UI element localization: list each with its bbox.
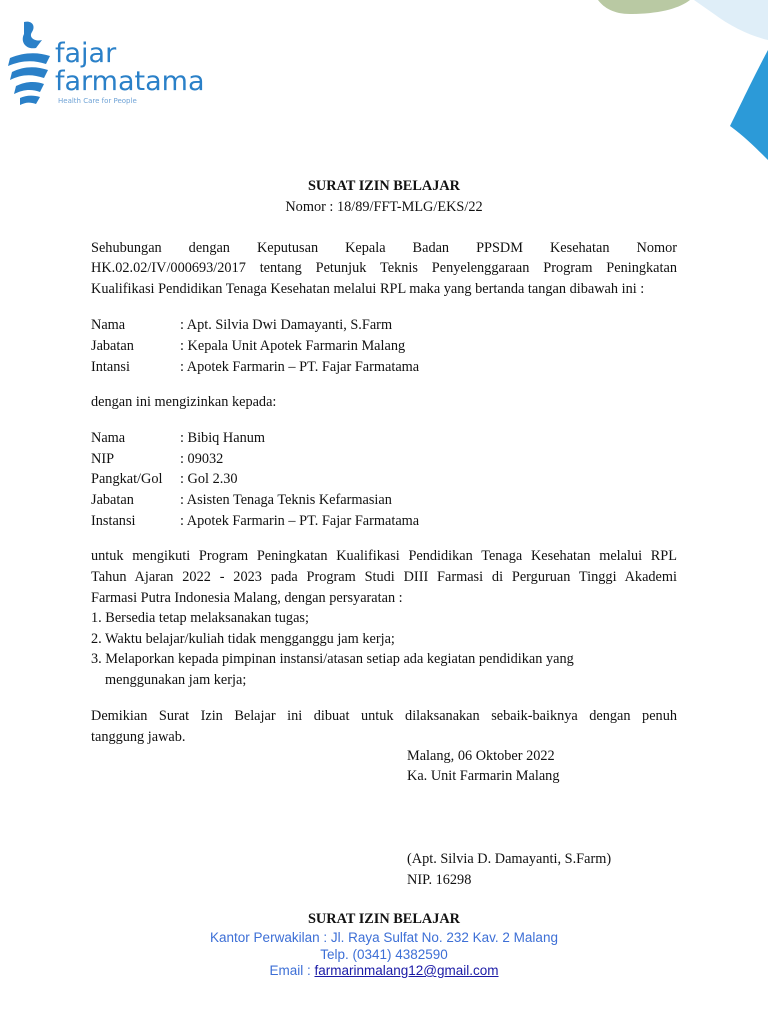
corner-ribbon-decoration (590, 0, 768, 160)
signer-name: (Apt. Silvia D. Damayanti, S.Farm) (407, 851, 612, 867)
logo-line-1: fajar (55, 38, 117, 69)
footer-phone: Telp. (0341) 4382590 (320, 947, 448, 962)
requirement-3-continued: menggunakan jam kerja; (105, 672, 247, 688)
grantee-nip-row: NIP : 09032 (91, 451, 224, 467)
signer-nip: NIP. 16298 (407, 872, 472, 888)
letter-title: SURAT IZIN BELAJAR (307, 178, 460, 194)
footer-address: Kantor Perwakilan : Jl. Raya Sulfat No. 232 Kav. 2 Malang (210, 930, 558, 945)
footer-email-label: Email : (269, 963, 315, 978)
requirement-1: 1. Bersedia tetap melaksanakan tugas; (91, 610, 309, 626)
signer-name-row: Nama : Apt. Silvia Dwi Damayanti, S.Farm (91, 317, 393, 333)
purpose-line-3: Farmasi Putra Indonesia Malang, dengan persyaratan : (91, 590, 403, 606)
intro-line-2: HK.02.02/IV/000693/2017 tentang Petunjuk Teknis Penyelenggaraan Program Peningkatan (91, 260, 677, 276)
requirement-3: 3. Melaporkan kepada pimpinan instansi/atasan setiap ada kegiatan pendidikan yang (91, 651, 574, 667)
signer-title: Ka. Unit Farmarin Malang (407, 768, 560, 784)
logo-tagline: Health Care for People (58, 97, 137, 105)
grantee-name-row: Nama : Bibiq Hanum (91, 430, 265, 446)
closing-line-1: Demikian Surat Izin Belajar ini dibuat untuk dilaksanakan sebaik-baiknya dengan penuh (91, 708, 677, 724)
footer-email-row (0, 962, 768, 979)
intro-line-3: Kualifikasi Pendidikan Tenaga Kesehatan melalui RPL maka yang bertanda tangan dibawah ini : (91, 281, 645, 297)
signer-institution-row: Intansi : Apotek Farmarin – PT. Fajar Farmatama (91, 359, 420, 375)
place-date: Malang, 06 Oktober 2022 (407, 748, 555, 764)
logo-mark-icon (6, 18, 52, 108)
letter-number: Nomor : 18/89/FFT-MLG/EKS/22 (285, 199, 483, 215)
requirement-2: 2. Waktu belajar/kuliah tidak mengganggu jam kerja; (91, 631, 395, 647)
signer-position-row: Jabatan : Kepala Unit Apotek Farmarin Malang (91, 338, 406, 354)
footer-title: SURAT IZIN BELAJAR (307, 911, 460, 927)
grantee-rank-row: Pangkat/Gol : Gol 2.30 (91, 471, 238, 487)
purpose-line-2: Tahun Ajaran 2022 - 2023 pada Program Studi DIII Farmasi di Perguruan Tinggi Akademi (91, 569, 677, 585)
permit-text: dengan ini mengizinkan kepada: (91, 394, 277, 410)
closing-line-2: tanggung jawab. (91, 729, 186, 745)
footer-email-link[interactable]: farmarinmalang12@gmail.com (314, 963, 499, 978)
intro-line-1: Sehubungan dengan Keputusan Kepala Badan PPSDM Kesehatan Nomor (91, 240, 677, 256)
grantee-institution-row: Instansi : Apotek Farmarin – PT. Fajar Farmatama (91, 513, 420, 529)
purpose-line-1: untuk mengikuti Program Peningkatan Kualifikasi Pendidikan Tenaga Kesehatan melalui RPL (91, 548, 677, 564)
grantee-position-row: Jabatan : Asisten Tenaga Teknis Kefarmasian (91, 492, 392, 508)
logo-line-2: farmatama (55, 66, 205, 97)
